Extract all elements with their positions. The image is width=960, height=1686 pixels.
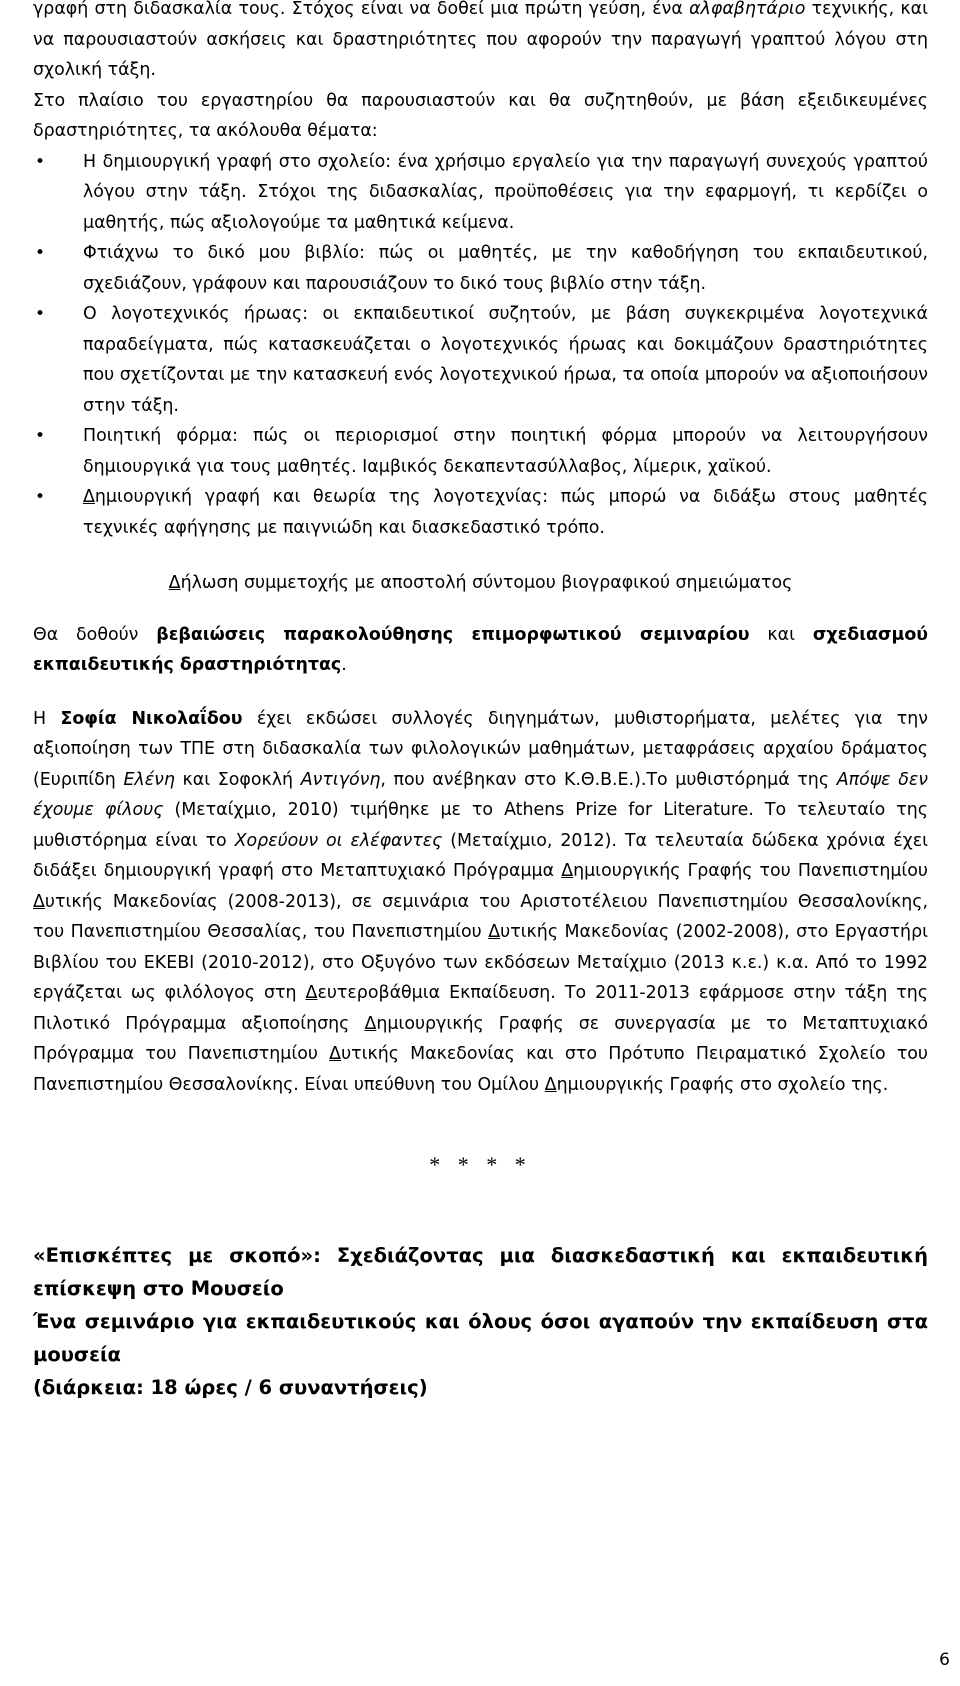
seminar-heading: [33, 1239, 928, 1404]
bio-italic-title: Απόψε δεν έχουμε φίλους: [33, 769, 928, 820]
cert-text-end: .: [341, 655, 347, 675]
bio-underlined-initial: Δ: [33, 891, 45, 912]
workshop-topics-intro: Στο πλαίσιο του εργαστηρίου θα παρουσιαστούν και θα συζητηθούν, με βάση εξειδικευμένες δραστηριότητες, τα ακόλουθα θέματα:: [33, 90, 928, 141]
list-item: [33, 482, 928, 543]
bio-underlined-initial: Δ: [544, 1074, 557, 1095]
bio-text: ημιουργικής Γραφής σε συνεργασία με το Μεταπτυχιακό Πρόγραμμα του Πανεπιστημίου: [33, 1013, 928, 1064]
bio-text: (Μεταίχμιο, 2012). Τα τελευταία δώδεκα χρόνια έχει διδάξει δημιουργική γραφή στο Μεταπτυχιακό Πρόγραμμα: [33, 830, 928, 881]
intro-text: γραφή στη διδασκαλία τους. Στόχος είναι να δοθεί μια πρώτη γεύση, ένα: [33, 0, 690, 19]
bio-underlined-initial: Δ: [488, 922, 501, 942]
bio-text: υτικής Μακεδονίας και στο Πρότυπο Πειραματικό Σχολείο του Πανεπιστημίου Θεσσαλονίκης. Είναι υπεύθυνη του Ομίλου: [33, 1044, 928, 1095]
cert-text-mid: και: [749, 624, 813, 645]
certificates-paragraph: [33, 620, 928, 681]
list-item: • Η δημιουργική γραφή στο σχολείο: ένα χρήσιμο εργαλείο για την παραγωγή συνεχούς γραπτού λόγου στην τάξη. Στόχοι της διδασκαλίας, προϋποθέσεις για την εφαρμογή, τι κερδίζει ο μαθητής, πώς αξιολογούμε τα μαθητικά κείμενα.: [33, 147, 928, 239]
intro-text-rest: τεχνικής, και να παρουσιαστούν ασκήσεις και δραστηριότητες που αφορούν την παραγωγή γραπτού λόγου στη σχολική τάξη.: [33, 0, 928, 80]
cert-bold-1: βεβαιώσεις παρακολούθησης επιμορφωτικού σεμιναρίου: [156, 624, 750, 645]
author-name: Σοφία Νικολαΐδου: [60, 708, 243, 729]
bio-text: ημιουργικής Γραφής στο σχολείο της.: [556, 1074, 889, 1095]
section-separator: * * * *: [429, 1152, 532, 1177]
bio-italic-title: Ελένη: [123, 769, 175, 790]
bio-text: , που ανέβηκαν στο Κ.Θ.Β.Ε.).Το μυθιστόρημά της: [380, 769, 837, 790]
bio-italic-title: Χορεύουν οι ελέφαντες: [234, 830, 443, 851]
declaration-text: ήλωση συμμετοχής με αποστολή σύντομου βιογραφικού σημειώματος: [180, 573, 793, 593]
participation-declaration: [33, 568, 928, 599]
bio-text: υτικής Μακεδονίας (2008-2013), σε σεμινάρια του Αριστοτέλειου Πανεπιστημίου Θεσσαλονίκης, του Πανεπιστημίου Θεσσαλίας, του Πανεπιστημίου: [33, 891, 928, 942]
seminar-duration: (διάρκεια: 18 ώρες / 6 συναντήσεις): [33, 1375, 428, 1399]
bio-text: υτικής Μακεδονίας (2002-2008), στο Εργαστήρι Βιβλίου του ΕΚΕΒΙ (2010-2012), στο Οξυγόνο των εκδόσεων Μεταίχμιο (2013 κ.ε.) κ.α. Από το 1992 εργάζεται ως φιλόλογος στη: [33, 922, 928, 1003]
bio-text: Η: [33, 708, 61, 729]
topic-text: ημιουργική γραφή και θεωρία της λογοτεχνίας: πώς μπορώ να διδάξω στους μαθητές τεχνικές αφήγησης με παιγνιώδη και διασκεδαστικό τρόπο.: [83, 487, 928, 538]
bio-italic-title: Αντιγόνη: [300, 769, 381, 790]
bio-underlined-initial: Δ: [305, 983, 318, 1003]
list-item: • Ποιητική φόρμα: πώς οι περιορισμοί στην ποιητική φόρμα μπορούν να λειτουργήσουν δημιουργικά για τους μαθητές. Ιαμβικός δεκαπεντασύλλαβος, λίμερικ, χαϊκού.: [33, 421, 928, 482]
declaration-underlined-initial: Δ: [168, 573, 181, 593]
bio-text: έχει εκδώσει συλλογές διηγημάτων, μυθιστορήματα, μελέτες για την αξιοποίηση των ΤΠΕ στη διδασκαλία των φιλολογικών μαθημάτων, μεταφράσεις αρχαίου δράματος (Ευριπίδη: [33, 708, 928, 790]
intro-italic-term: αλφαβητάριο: [689, 0, 806, 19]
intro-paragraph: [33, 0, 928, 86]
topic-underlined-initial: Δ: [83, 487, 95, 507]
cert-bold-2: σχεδιασμού εκπαιδευτικής δραστηριότητας: [33, 624, 929, 675]
bio-paragraph: [33, 704, 928, 1101]
bio-text: ευτεροβάθμια Εκπαίδευση. Το 2011-2013 εφάρμοσε στην τάξη της Πιλοτικό Πρόγραμμα αξιοποίησης: [33, 983, 928, 1034]
bio-text: (Μεταίχμιο, 2010) τιμήθηκε με το Athens Prize for Literature. Το τελευταίο της μυθιστόρημα είναι το: [33, 800, 928, 851]
list-item: • Φτιάχνω το δικό μου βιβλίο: πώς οι μαθητές, με την καθοδήγηση του εκπαιδευτικού, σχεδιάζουν, γράφουν και παρουσιάζουν το δικό τους βιβλίο στην τάξη.: [33, 238, 928, 299]
seminar-subtitle: Ένα σεμινάριο για εκπαιδευτικούς και όλους όσοι αγαπούν την εκπαίδευση στα μουσεία: [33, 1309, 928, 1366]
cert-text: Θα δοθούν: [33, 624, 157, 645]
page-content: [33, 0, 928, 1404]
list-item: • Ο λογοτεχνικός ήρωας: οι εκπαιδευτικοί συζητούν, με βάση συγκεκριμένα λογοτεχνικά παραδείγματα, πώς κατασκευάζεται ο λογοτεχνικός ήρωας και δοκιμάζουν δραστηριότητες που σχετίζονται με την κατασκευή ενός λογοτεχνικού ήρωα, τα οποία μπορούν να αξιοποιήσουν στην τάξη.: [33, 299, 928, 421]
bio-underlined-initial: Δ: [364, 1013, 377, 1034]
bio-text: ημιουργικής Γραφής του Πανεπιστημίου: [573, 861, 928, 881]
bio-underlined-initial: Δ: [561, 861, 574, 881]
bio-text: και Σοφοκλή: [174, 769, 301, 790]
seminar-title: «Επισκέπτες με σκοπό»: Σχεδιάζοντας μια διασκεδαστική και εκπαιδευτική επίσκεψη στο Μουσείο: [33, 1243, 928, 1300]
topics-list: [33, 147, 928, 544]
bio-underlined-initial: Δ: [329, 1044, 342, 1064]
page-number: 6: [939, 1650, 950, 1670]
